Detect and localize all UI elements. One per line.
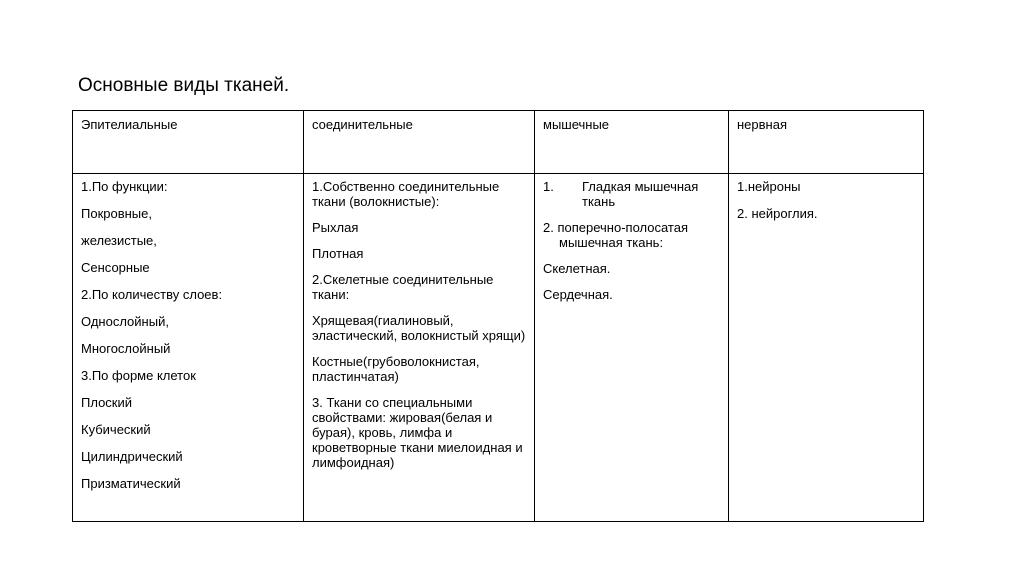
list-item: Цилиндрический <box>81 449 183 464</box>
list-item: 3. Ткани со специальными свойствами: жировая(белая и бурая), кровь, лимфа и кроветворные ткани миелоидная и лимфоидная) <box>312 395 523 470</box>
list-item: Сердечная. <box>543 287 613 302</box>
list-item: 2. нейроглия. <box>737 206 818 221</box>
tissue-types-table <box>72 110 924 522</box>
list-item-text: 2. поперечно-полосатая <box>543 220 688 235</box>
list-item: 1.По функции: <box>81 179 168 194</box>
list-item <box>543 179 722 209</box>
list-item: Костные(грубоволокнистая, пластинчатая) <box>312 354 480 384</box>
list-item <box>543 220 722 250</box>
list-item: железистые, <box>81 233 157 248</box>
list-item: Призматический <box>81 476 181 491</box>
table-row <box>73 174 924 522</box>
list-item: 2.По количеству слоев: <box>81 287 223 302</box>
header-muscle: мышечные <box>535 111 729 174</box>
list-item: Однослойный, <box>81 314 169 329</box>
list-item: Скелетная. <box>543 261 611 276</box>
list-item-number: 1. <box>543 179 554 194</box>
list-item: Покровные, <box>81 206 152 221</box>
header-epithelial: Эпителиальные <box>73 111 304 174</box>
page-title: Основные виды тканей. <box>78 75 290 96</box>
header-connective: соединительные <box>304 111 535 174</box>
list-item: Плотная <box>312 246 364 261</box>
list-item: 2.Скелетные соединительные ткани: <box>312 272 494 302</box>
list-item-text-continued: мышечная ткань: <box>559 235 664 250</box>
list-item: Сенсорные <box>81 260 150 275</box>
cell-nervous <box>729 174 924 522</box>
cell-connective <box>304 174 535 522</box>
list-item: Кубический <box>81 422 151 437</box>
cell-muscle <box>535 174 729 522</box>
list-item: Хрящевая(гиалиновый, эластический, волокнистый хрящи) <box>312 313 526 343</box>
list-item: Плоский <box>81 395 133 410</box>
cell-epithelial <box>73 174 304 522</box>
list-item: 1.нейроны <box>737 179 801 194</box>
list-item-text: Гладкая мышечная ткань <box>582 179 699 209</box>
list-item: Многослойный <box>81 341 171 356</box>
table-header-row <box>73 111 924 174</box>
list-item: 1.Собственно соединительные ткани (волокнистые): <box>312 179 500 209</box>
header-nervous: нервная <box>729 111 924 174</box>
list-item: 3.По форме клеток <box>81 368 196 383</box>
list-item: Рыхлая <box>312 220 359 235</box>
